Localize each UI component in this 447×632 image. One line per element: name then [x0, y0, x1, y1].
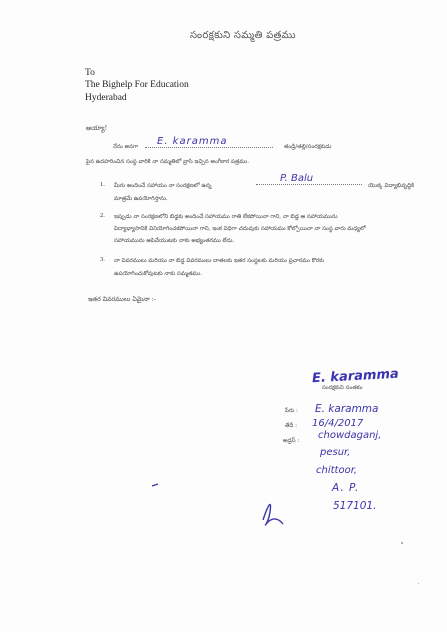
item-3-number: 3.: [100, 256, 105, 263]
address-line-5: 517101.: [333, 500, 377, 512]
date-value: 16/4/2017: [312, 418, 364, 429]
child-name-handwritten: P. Balu: [256, 173, 362, 185]
item-2-line2: విద్యాభ్యాసానికి వినియోగించకపోయినా గాని, ఇంక విధిగా చదువుకు సహాయము కోల్పోయినా నా సంస్థ వారు మధ్యలో: [114, 226, 366, 232]
intro-prefix: నేను అనగా: [113, 144, 139, 150]
name-label: పేరు :: [285, 408, 298, 414]
other-details-label: ఇతర వివరములు ఏమైనా :-: [88, 296, 156, 303]
item-1-number: 1.: [100, 181, 105, 188]
stray-pen-stroke: [263, 504, 283, 525]
scan-speck: [401, 542, 403, 544]
address-label: అడ్రస్ :: [283, 438, 300, 444]
address-to: To: [85, 68, 95, 78]
stray-pen-dash: [152, 484, 158, 486]
item-2-number: 2.: [100, 212, 105, 219]
item-3-line2: ఉపయోగించుకోవుటకు నాకు సమ్మతము.: [114, 271, 203, 277]
date-label: తేదీ :: [285, 423, 297, 429]
name-value: E. karamma: [315, 403, 379, 415]
address-line-1: chowdaganj,: [318, 430, 382, 441]
address-city: Hyderabad: [85, 93, 127, 103]
guardian-name-handwritten: E. karamma: [145, 136, 273, 148]
document-title: సంరక్షకుని సమ్మతి పత్రము: [190, 30, 296, 41]
address-org: The Bighelp For Education: [85, 80, 189, 90]
item-3-line1: నా వివరములు మరియు నా బిడ్డ వివరములు దాతలకు ఇతర సంస్థలకు మరియు ప్రచారము కొరకు: [114, 258, 325, 264]
address-line-3: chittoor,: [316, 465, 358, 476]
item-1-line1-prefix: మీరు అందించే సహాయం నా సంరక్షణలో ఉన్న: [114, 183, 212, 189]
intro-suffix: తండ్రి/తల్లి/సంరక్షకుడు: [284, 144, 332, 150]
signature-label: సంరక్షకుని సంతకం: [322, 385, 363, 391]
address-line-4: A. P.: [332, 482, 360, 494]
item-1-line2: మాత్రమే ఉపయోగిస్తాను.: [114, 196, 168, 202]
guardian-signature: E. karamma: [311, 366, 400, 387]
item-2-line3: సహాయమును ఆపివేయుటకు నాకు అభ్యంతరము లేదు.: [114, 238, 235, 244]
salutation: అయ్యా!: [86, 124, 108, 132]
intro-line2: పైన ఉదహరించిన సంస్థ వారికి నా సమ్మతిలో వ్రాసి ఇచ్చిన అంగీకార పత్రము.: [86, 159, 249, 165]
address-line-2: pesur,: [320, 447, 351, 458]
item-1-line1-suffix: యొక్క విద్యాభివృద్ధికి: [368, 183, 415, 189]
item-2-line1: ఇప్పుడు నా సంరక్షణలోని బిడ్డకు అందించే సహాయము రాతి లేకపోయినా గాని, నా బిడ్డ ఆ సహాయమును: [114, 214, 338, 220]
scan-speck: [418, 583, 419, 584]
